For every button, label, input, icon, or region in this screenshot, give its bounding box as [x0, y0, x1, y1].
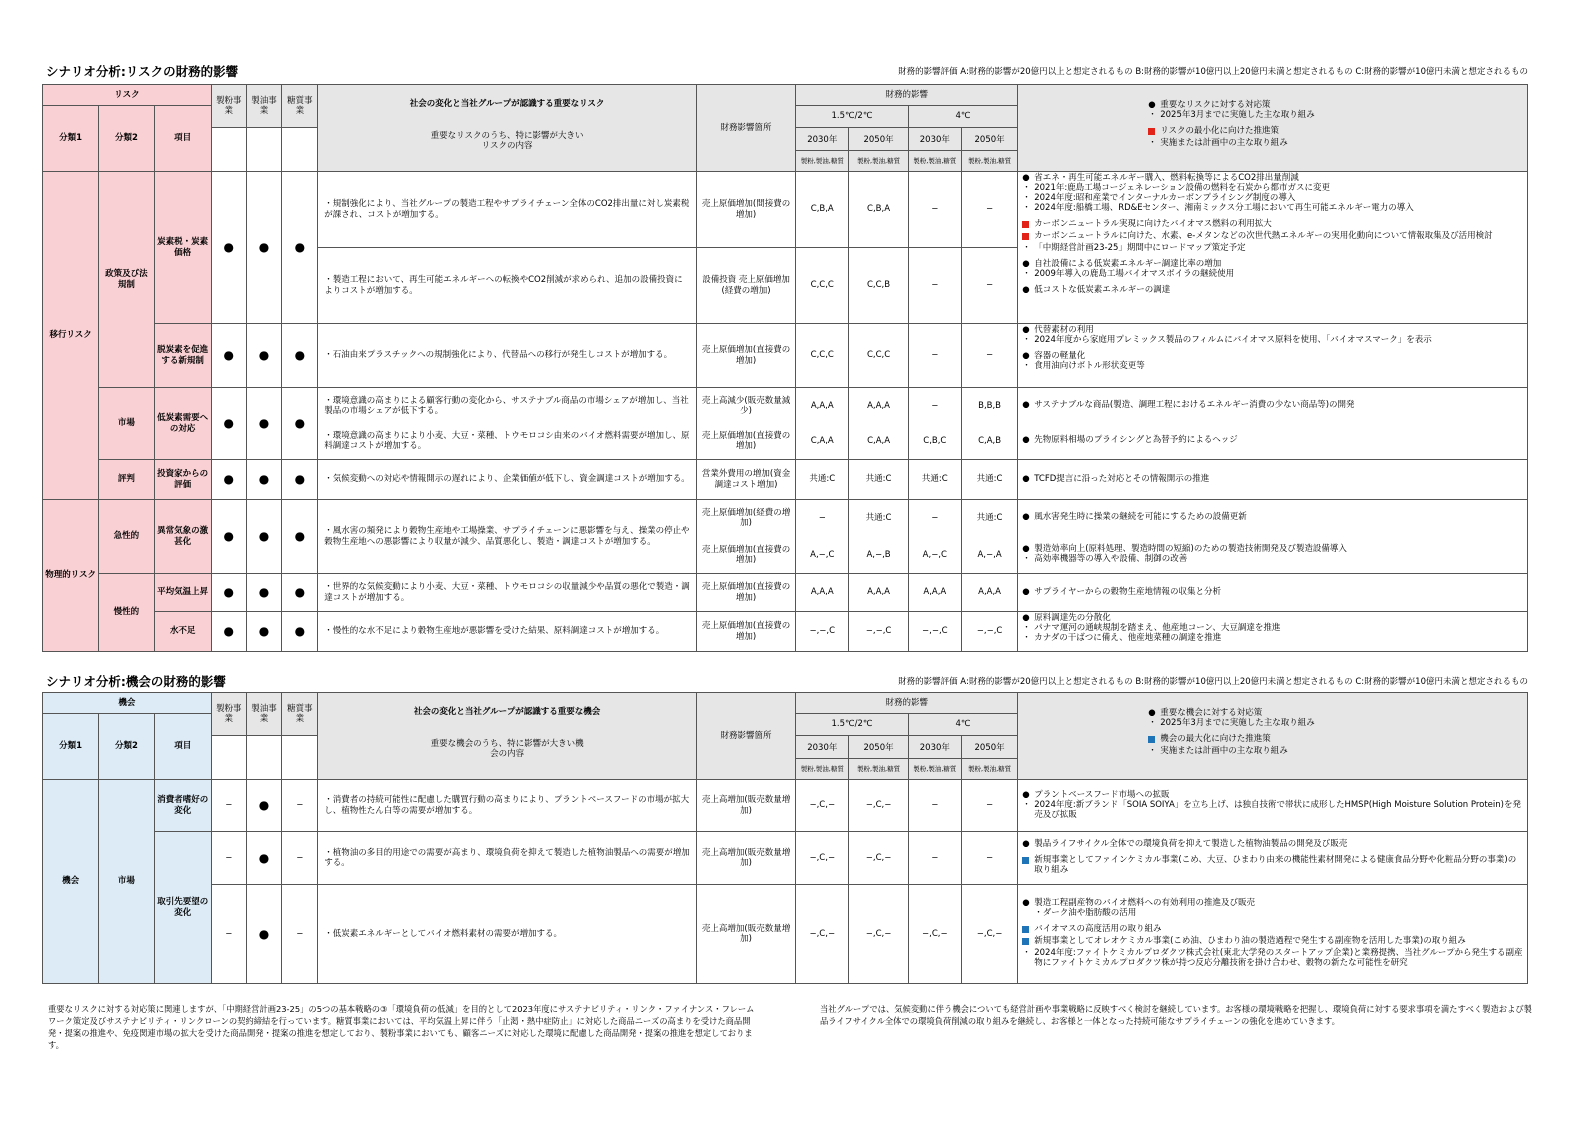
opp-desc: ・植物油の多目的用途での需要が高まり、環境負荷を抑えて製造した植物油製品への需要が増加する。: [318, 832, 697, 885]
bullet: ●: [211, 612, 246, 652]
impact-value: −: [908, 832, 961, 885]
biz-sugar-header: 糖質事業: [282, 85, 318, 128]
bullet: ●: [282, 324, 318, 388]
segment-label: 製粉,製油,糖質: [800, 764, 844, 773]
bullet: ●: [246, 500, 282, 574]
segment-label: 製粉,製油,糖質: [800, 156, 844, 165]
footer-note-left: 重要なリスクに対する対応策に関連しますが、「中期経営計画23-25」の5つの基本戦略の③「環境負荷の低減」を目的として2023年度にサステナビリティ・リンク・ファイナンス・フレームワーク策定及びサステナビリティ・リンクローンの契約締結を行っています。糖質事業においては、平均気温上昇に伴う「止渇・熱中症防止」に対応した商品ニーズの高まりを受けた商品開発・提案の推進や、免疫関連市場の拡大を受けた商品開発・提案の推進を想定しており、製粉事業においても、顧客ニーズに対応した環境に配慮した商品開発・提案の推進を想定しております。: [48, 1004, 755, 1051]
risk-desc: ・慢性的な水不足により穀物生産地が悪影響を受けた結果、原料調達コストが増加する。: [318, 612, 697, 652]
impact-value: −,C,−: [849, 780, 908, 832]
bullet-icon: ●: [1022, 173, 1030, 183]
biz-oil-header: 製油事業: [246, 693, 282, 736]
bullet-icon: ●: [1022, 258, 1030, 269]
bullet: ●: [246, 460, 282, 500]
response-text: 風水害発生時に操業の継続を可能にするための設備更新: [1034, 512, 1247, 523]
bullet: ●: [282, 574, 318, 612]
sub-bullet-icon: ・: [1022, 799, 1031, 810]
biz-mark: −: [282, 832, 318, 885]
biz-mark: −: [211, 780, 246, 832]
item-lowcarbon: 低炭素需要への対応: [154, 388, 211, 460]
response-item: [1022, 362, 1523, 372]
sub-bullet-icon: ・: [1022, 193, 1031, 203]
bullet: ●: [246, 832, 282, 885]
bullet-icon: ●: [1022, 435, 1030, 446]
segment-label: 製粉,製油,糖質: [968, 156, 1012, 165]
risk-main-subheader: 重要なリスクのうち、特に影響が大きいリスクの内容: [430, 131, 584, 152]
item-header: 項目: [154, 106, 211, 172]
y2050-header: 2050年: [849, 129, 907, 151]
response-text: 新規事業としてオレオケミカル事業(こめ油、ひまわり油の製造過程で発生する副産物を活用した事業)の取り組み: [1034, 936, 1466, 947]
fin-loc-header: 財務影響箇所: [696, 85, 795, 172]
cat1-transition: 移行リスク: [43, 172, 99, 500]
impact-value: C,A,A: [849, 424, 908, 460]
impact-value: −,−,C: [796, 612, 849, 652]
opp-desc: ・消費者の持続可能性に配慮した購買行動の高まりにより、プラントベースフードの市場が拡大し、植物性たん白等の需要が増加する。: [318, 780, 697, 832]
bullet-icon: ●: [1022, 898, 1030, 909]
risk-legend-response: 重要なリスクに対する対応策: [1160, 100, 1271, 110]
impact-value: 共通:C: [961, 500, 1017, 537]
impact-value: A,−,C: [796, 537, 849, 574]
bullet: ●: [246, 324, 282, 388]
item-decarb: 脱炭素を促進する新規制: [154, 324, 211, 388]
opp-section-title: シナリオ分析:機会の財務的影響: [46, 674, 226, 689]
impact-value: 共通:C: [908, 460, 961, 500]
biz-mark: −: [211, 885, 246, 984]
cat2-header: 分類2: [99, 714, 154, 780]
impact-value: A,A,A: [849, 574, 908, 612]
y2050-header: 2050年: [962, 129, 1017, 151]
impact-value: −: [961, 248, 1017, 324]
response-text: 自社設備による低炭素エネルギー調達比率の増加: [1034, 258, 1222, 269]
impact-value: −: [908, 500, 961, 537]
fin-loc: 売上高増加(販売数量増加): [696, 885, 795, 984]
y2050-header: 2050年: [962, 737, 1017, 759]
opp-legend-promotion: 機会の最大化に向けた推進策: [1160, 734, 1271, 744]
fin-loc-header: 財務影響箇所: [696, 693, 795, 780]
impact-value: C,C,B: [849, 248, 908, 324]
sub-bullet-icon: ・: [1022, 335, 1031, 345]
biz-sugar-header: 糖質事業: [282, 693, 318, 736]
bullet-icon: ●: [1022, 284, 1030, 295]
risk-group-header: リスク: [43, 85, 212, 106]
bullet: ●: [246, 388, 282, 460]
opp-desc: ・低炭素エネルギーとしてバイオ燃料素材の需要が増加する。: [318, 885, 697, 984]
impact-value: −: [961, 172, 1017, 248]
bullet: ●: [211, 460, 246, 500]
table-row: [43, 172, 1528, 248]
response-item: [1022, 949, 1523, 969]
impact-value: A,A,A: [796, 388, 849, 424]
footer-note-right: 当社グループでは、気候変動に伴う機会についても経営計画や事業戦略に反映すべく検討を継続しています。お客様の環境戦略を把握し、環境負荷に対する要求事項を満たすべく製造および製品ライフサイクル全体での環境負荷削減の取り組みを継続し、お客様と一体となった持続可能なサプライチェーンの強化を進めていきます。: [820, 1004, 1532, 1027]
biz-mark: −: [282, 780, 318, 832]
impact-header: 財務的影響: [796, 693, 1018, 714]
y2030-header: 2030年: [909, 737, 961, 759]
bullet-icon: ●: [1022, 473, 1030, 484]
impact-value: −: [961, 324, 1017, 388]
impact-value: −,C,−: [796, 885, 849, 984]
opp-group-header: 機会: [43, 693, 212, 714]
risk-desc: ・環境意識の高まりにより小麦、大豆・菜種、トウモロコシ由来のバイオ燃料需要が増加し、原料調達コストが増加する。: [318, 424, 697, 460]
bullet: ●: [211, 574, 246, 612]
opp-rating-legend: 財務的影響評価 A:財務的影響が20億円以上と想定されるもの B:財務的影響が10億円以上20億円未満と想定されるもの C:財務的影響が10億円未満と想定されるもの: [898, 677, 1528, 687]
response-text: 2021年:鹿島工場コージェネレーション設備の燃料を石炭から都市ガスに変更: [1034, 183, 1331, 193]
y2050-header: 2050年: [849, 737, 907, 759]
fin-loc: 営業外費用の増加(資金調達コスト増加): [696, 460, 795, 500]
impact-value: −: [796, 500, 849, 537]
opp-main-subheader: 重要な機会のうち、特に影響が大きい機会の内容: [430, 739, 584, 760]
response-text: 2024年度:昭和産業でインターナルカーボンプライシング制度の導入: [1034, 193, 1296, 203]
fin-loc: 売上高減少(販売数量減少): [696, 388, 795, 424]
impact-value: C,A,B: [961, 424, 1017, 460]
impact-value: 共通:C: [849, 460, 908, 500]
response-item: [1022, 204, 1523, 214]
impact-value: A,−,B: [849, 537, 908, 574]
risk-desc: ・環境意識の高まりによる顧客行動の変化から、サステナブル商品の市場シェアが増加し、当社製品の市場シェアが低下する。: [318, 388, 697, 424]
response-text: 2024年度:ファイトケミカルプロダクツ株式会社(東北大学発のスタートアップ企業)と業務提携、当社グループから発生する副産物にファイトケミカルプロダクツ株が持つ反応分離技術を掛け合わせ、穀物の新たな可能性を研究: [1034, 948, 1523, 968]
table-row: [43, 460, 1528, 500]
impact-value: 共通:C: [796, 460, 849, 500]
sub-bullet-icon: ・: [1022, 623, 1031, 633]
impact-value: C,A,A: [796, 424, 849, 460]
response-text: 製造工程副産物のバイオ燃料への有効利用の推進及び販売: [1034, 898, 1255, 909]
risk-table: リスク 製粉事業 製油事業 糖質事業 社会の変化と当社グループが認識する重要なリスク 重要なリスクのうち、特に影響が大きいリスクの内容 財務影響箇所 財務的影響 ● 重要なリスクに対する対応策 ・ 2025年3月までに実施した主な取り組み リスクの最小化に向けた推進策 ・ 実施または計画中の主な取り組み 分類1 分類2 項目 1.5℃/2℃ 4℃ 2030年 製粉,製油,糖質 2050年 製粉,製油,糖質 2030年 製粉,製油,糖質 2050年 製粉,製油,糖質 移行リスク 政策及び法規制 炭素税・炭素価格 ● ● ● ・規制強化により、当社グループの製造工程やサプライチェーン全体のCO2排出量に対し炭素税が課され、コストが増加する。 売上原価増加(間接費の増加) C,B,A C,B,A − − ● 省エネ・再生可能エネルギー購入、燃料転換等によるCO2排出量削減 ・ 2021年:鹿島工場コージェネレーション設備の燃料を石炭から都市ガスに変更 ・ 2024年度:昭和産業でインターナルカーボンプライシング制度の導入 ・ 2024年度:船橋工場、RD&Eセンター、湘南ミックス分工場において再生可能エネルギー電力の導入 カーボンニュートラル実現に向けたバイオマス燃料の利用拡大 カーボンニュートラルに向けた、水素、e-メタンなどの次世代熱エネルギーの実用化動向について情報取集及び活用検討 ・ 「中期経営計画23-25」期間中にロードマップ策定予定 ● 自社設備による低炭素エネルギー調達比率の増加 ・ 2009年導入の鹿島工場バイオマスボイラの継続使用 ● 低コストな低炭素エネルギーの調達 ・製造工程において、再生可能エネルギーへの転換やCO2削減が求められ、追加の設備投資によりコストが増加する。 設備投資 売上原価増加 (経費の増加) C,C,C C,C,B − − 脱炭素を促進する新規制 ● ● ● ・石油由来プラスチックへの規制強化により、代替品への移行が発生しコストが増加する。 売上原価増加(直接費の増加) C,C,C C,C,C − − ● 代替素材の利用 ・ 2024年度から家庭用プレミックス製品のフィルムにバイオマス原料を使用、「バイオマスマーク」を表示 ● 容器の軽量化 ・ 食用油向けボトル形状変更等 市場 低炭素需要への対応 ● ● ● ・環境意識の高まりによる顧客行動の変化から、サステナブル商品の市場シェアが増加し、当社製品の市場シェアが低下する。 売上高減少(販売数量減少) A,A,A A,A,A − B,B,B ● サステナブルな商品(製造、調理工程におけるエネルギー消費の少ない商品等)の開発 ・環境意識の高まりにより小麦、大豆・菜種、トウモロコシ由来のバイオ燃料需要が増加し、原料調達コストが増加する。 売上原価増加(直接費の増加) C,A,A C,A,A C,B,C C,A,B ● 先物原料相場のプライシングと為替予約によるヘッジ 評判 投資家からの評価 ● ● ● ・気候変動への対応や情報開示の遅れにより、企業価値が低下し、資金調達コストが増加する。 営業外費用の増加(資金調達コスト増加) 共通:C 共通:C 共通:C 共通:C ● TCFD提言に沿った対応とその情報開示の推進 物理的リスク 急性的 異常気象の激甚化 ● ● ● ・風水害の頻発により穀物生産地や工場操業、サプライチェーンに悪影響を与え、操業の停止や穀物生産地への悪影響により収量が減少、品質悪化し、製造・調達コストが増加する。 売上原価増加(経費の増加) − 共通:C − 共通:C ● 風水害発生時に操業の継続を可能にするための設備更新 売上原価増加(直接費の増加) A,−,C A,−,B A,−,C A,−,A ● 製造効率向上(原料処理、製造時間の短縮)のための製造技術開発及び製造設備導入 ・ 高効率機器等の導入や設備、制御の改善 慢性的 平均気温上昇 ● ● ● ・世界的な気候変動により小麦、大豆・菜種、トウモロコシの収量減少や品質の悪化で製造・調達コストが増加する。 売上原価増加(直接費の増加) A,A,A A,A,A A,A,A A,A,A ● サプライヤーからの穀物生産地情報の収集と分析 水不足 ● ● ● ・慢性的な水不足により穀物生産地が悪影響を受けた結果、原料調達コストが増加する。 売上原価増加(直接費の増加) −,−,C −,−,C −,−,C −,−,C ● 原料調達先の分散化 ・ パナマ運河の通峡規制を踏まえ、他産地コーン、大豆調達を推進 ・ カナダの干ばつに備え、他産地菜種の調達を推進: [42, 84, 1528, 652]
bullet-icon: ●: [1148, 100, 1156, 110]
item-consumer: 消費者嗜好の変化: [154, 780, 211, 832]
impact-value: −,C,−: [961, 885, 1017, 984]
risk-desc: ・石油由来プラスチックへの規制強化により、代替品への移行が発生しコストが増加する。: [318, 324, 697, 388]
response-item: [1022, 232, 1523, 244]
response-text: 先物原料相場のプライシングと為替予約によるヘッジ: [1034, 435, 1238, 446]
response-text: 2024年度から家庭用プレミックス製品のフィルムにバイオマス原料を使用、「バイオマスマーク」を表示: [1034, 335, 1432, 345]
y2030-header: 2030年: [796, 737, 848, 759]
response-text: サステナブルな商品(製造、調理工程におけるエネルギー消費の少ない商品等)の開発: [1034, 399, 1355, 410]
impact-value: C,C,C: [849, 324, 908, 388]
cat2-acute: 急性的: [99, 500, 154, 574]
table-row: [43, 832, 1528, 885]
response-item: [1022, 270, 1523, 280]
sub-bullet-icon: ・: [1022, 948, 1031, 958]
response-item: [1022, 856, 1523, 876]
bullet-icon: ●: [1022, 325, 1030, 335]
fin-loc: 設備投資 売上原価増加 (経費の増加): [696, 248, 795, 324]
bullet: ●: [211, 500, 246, 574]
cat2-policy: 政策及び法規制: [99, 172, 154, 388]
item-temperature: 平均気温上昇: [154, 574, 211, 612]
response-list: [1018, 832, 1528, 885]
opp-cat1: 機会: [43, 780, 99, 984]
item-water: 水不足: [154, 612, 211, 652]
red-square-icon: [1148, 128, 1155, 135]
segment-label: 製粉,製油,糖質: [856, 156, 901, 165]
fin-loc: 売上原価増加(間接費の増加): [696, 172, 795, 248]
impact-value: −,−,C: [849, 612, 908, 652]
item-investor: 投資家からの評価: [154, 460, 211, 500]
impact-value: −: [908, 324, 961, 388]
response-text: 新規事業としてファインケミカル事業(こめ、大豆、ひまわり由来の機能性素材開発による健康食品分野や化粧品分野の事業)の取り組み: [1034, 855, 1517, 875]
response-item: [1022, 555, 1523, 565]
opp-cat2-market: 市場: [99, 780, 154, 984]
impact-value: −: [908, 388, 961, 424]
response-text: TCFD提言に沿った対応とその情報開示の推進: [1034, 473, 1210, 484]
bullet-icon: ●: [1022, 512, 1030, 523]
response-list: [1018, 612, 1528, 652]
sub-bullet-icon: ・: [1022, 553, 1031, 564]
impact-value: −,C,−: [849, 832, 908, 885]
impact-value: C,C,C: [796, 324, 849, 388]
response-text: 低コストな低炭素エネルギーの調達: [1034, 284, 1171, 295]
response-text: プラントベースフード市場への拡販: [1034, 789, 1170, 800]
risk-legend-response-sub: 2025年3月までに実施した主な取り組み: [1160, 110, 1315, 120]
sub-bullet-icon: ・: [1022, 242, 1031, 253]
response-text: バイオマスの高度活用の取り組み: [1034, 924, 1162, 935]
sub-bullet-icon: ・: [1022, 633, 1031, 643]
square-marker-icon: [1022, 926, 1029, 933]
impact-value: C,B,A: [849, 172, 908, 248]
bullet-icon: ●: [1022, 351, 1030, 361]
response-item: [1022, 244, 1523, 254]
response-item: [1022, 220, 1523, 232]
bullet: ●: [246, 172, 282, 324]
response-list: [1018, 885, 1528, 984]
fin-loc: 売上高増加(販売数量増加): [696, 832, 795, 885]
sub-bullet-icon: ・: [1022, 183, 1031, 193]
risk-legend-promotion-sub: 実施または計画中の主な取り組み: [1160, 137, 1288, 148]
impact-value: B,B,B: [961, 388, 1017, 424]
bullet: ●: [246, 612, 282, 652]
biz-oil-header: 製油事業: [246, 85, 282, 128]
opp-legend-response-sub: 2025年3月までに実施した主な取り組み: [1160, 718, 1315, 728]
bullet-icon: ●: [1022, 789, 1030, 800]
opp-legend-response: 重要な機会に対する対応策: [1160, 708, 1263, 718]
response-text: 代替素材の利用: [1034, 325, 1094, 335]
table-row: [43, 885, 1528, 984]
impact-value: −,C,−: [849, 885, 908, 984]
impact-value: 共通:C: [849, 500, 908, 537]
cat1-header: 分類1: [43, 106, 99, 172]
bullet-icon: ●: [1022, 586, 1030, 597]
fin-loc: 売上原価増加(直接費の増加): [696, 424, 795, 460]
risk-main-header: 社会の変化と当社グループが認識する重要なリスク: [409, 99, 605, 109]
impact-value: −: [908, 248, 961, 324]
response-text: 容器の軽量化: [1034, 351, 1086, 361]
square-marker-icon: [1022, 221, 1029, 228]
impact-value: C,B,C: [908, 424, 961, 460]
bullet: ●: [211, 172, 246, 324]
risk-legend-promotion: リスクの最小化に向けた推進策: [1160, 126, 1280, 136]
risk-desc: ・規制強化により、当社グループの製造工程やサプライチェーン全体のCO2排出量に対し炭素税が課され、コストが増加する。: [318, 172, 697, 248]
cat2-header: 分類2: [99, 106, 154, 172]
response-text: 「中期経営計画23-25」期間中にロードマップ策定予定: [1034, 242, 1246, 253]
bullet: ●: [211, 388, 246, 460]
response-item: [1022, 909, 1523, 919]
response-list: [1018, 172, 1528, 324]
y2030-header: 2030年: [909, 129, 961, 151]
biz-mark: −: [211, 832, 246, 885]
scenario-4c-header: 4℃: [908, 106, 1018, 128]
item-weather: 異常気象の激甚化: [154, 500, 211, 574]
bullet: ●: [246, 885, 282, 984]
opp-main-header: 社会の変化と当社グループが認識する重要な機会: [413, 707, 601, 717]
table-row: [43, 574, 1528, 612]
response-text: 2024年度:新ブランド「SOIA SOIYA」を立ち上げ、は独自技術で帯状に成形したHMSP(High Moisture Solution Protein)を発売及び拡販: [1034, 799, 1521, 820]
response-text: 製品ライフサイクル全体での環境負荷を抑えて製造した植物油製品の開発及び販売: [1034, 839, 1348, 850]
segment-label: 製粉,製油,糖質: [856, 764, 901, 773]
cat2-chronic: 慢性的: [99, 574, 154, 652]
table-row: [43, 780, 1528, 832]
impact-header: 財務的影響: [796, 85, 1018, 106]
fin-loc: 売上原価増加(直接費の増加): [696, 537, 795, 574]
square-marker-icon: [1022, 938, 1029, 945]
bullet: ●: [282, 500, 318, 574]
cat2-reputation: 評判: [99, 460, 154, 500]
fin-loc: 売上原価増加(直接費の増加): [696, 574, 795, 612]
opp-legend-promotion-sub: 実施または計画中の主な取り組み: [1160, 745, 1288, 756]
bullet: ●: [282, 460, 318, 500]
sub-bullet-icon: ・: [1022, 203, 1031, 213]
response-item: [1022, 336, 1523, 346]
response-text: 製造効率向上(原料処理、製造時間の短縮)のための製造技術開発及び製造設備導入: [1034, 543, 1347, 554]
impact-value: A,A,A: [908, 574, 961, 612]
blue-square-icon: [1148, 736, 1155, 743]
response-text: カーボンニュートラルに向けた、水素、e-メタンなどの次世代熱エネルギーの実用化動向について情報取集及び活用検討: [1034, 230, 1493, 241]
fin-loc: 売上原価増加(経費の増加): [696, 500, 795, 537]
bullet-icon: ●: [1148, 708, 1156, 718]
segment-label: 製粉,製油,糖質: [913, 764, 957, 773]
response-text: ・ダーク油や脂肪酸の活用: [1034, 908, 1137, 919]
impact-value: −,C,−: [908, 885, 961, 984]
item-customer: 取引先要望の変化: [154, 832, 211, 984]
risk-desc: ・風水害の頻発により穀物生産地や工場操業、サプライチェーンに悪影響を与え、操業の停止や穀物生産地への悪影響により収量が減少、品質悪化し、製造・調達コストが増加する。: [318, 500, 697, 574]
risk-desc: ・製造工程において、再生可能エネルギーへの転換やCO2削減が求められ、追加の設備投資によりコストが増加する。: [318, 248, 697, 324]
cat2-market: 市場: [99, 388, 154, 460]
bullet: ●: [282, 612, 318, 652]
impact-value: −: [908, 780, 961, 832]
item-header: 項目: [154, 714, 211, 780]
response-text: 原料調達先の分散化: [1034, 613, 1111, 623]
response-text: パナマ運河の通峡規制を踏まえ、他産地コーン、大豆調達を推進: [1034, 623, 1281, 633]
impact-value: C,C,C: [796, 248, 849, 324]
segment-label: 製粉,製油,糖質: [913, 156, 957, 165]
bullet-icon: ●: [1022, 543, 1030, 554]
response-text: 高効率機器等の導入や設備、制御の改善: [1034, 553, 1188, 564]
impact-value: −,−,C: [961, 612, 1017, 652]
response-text: カーボンニュートラル実現に向けたバイオマス燃料の利用拡大: [1034, 219, 1272, 229]
table-row: [43, 612, 1528, 652]
fin-loc: 売上原価増加(直接費の増加): [696, 612, 795, 652]
biz-mark: −: [282, 885, 318, 984]
scenario-15c-header: 1.5℃/2℃: [796, 714, 909, 736]
sub-bullet-icon: ・: [1022, 268, 1031, 279]
risk-desc: ・気候変動への対応や情報開示の遅れにより、企業価値が低下し、資金調達コストが増加する。: [318, 460, 697, 500]
response-text: 食用油向けボトル形状変更等: [1034, 361, 1145, 371]
response-text: 省エネ・再生可能エネルギー購入、燃料転換等によるCO2排出量削減: [1034, 173, 1299, 183]
bullet-icon: ●: [1022, 399, 1030, 410]
impact-value: A,A,A: [849, 388, 908, 424]
opportunity-table: 機会 製粉事業 製油事業 糖質事業 社会の変化と当社グループが認識する重要な機会 重要な機会のうち、特に影響が大きい機会の内容 財務影響箇所 財務的影響 ● 重要な機会に対する対応策 ・ 2025年3月までに実施した主な取り組み 機会の最大化に向けた推進策 ・ 実施または計画中の主な取り組み 分類1 分類2 項目 1.5℃/2℃ 4℃ 2030年 製粉,製油,糖質 2050年 製粉,製油,糖質 2030年 製粉,製油,糖質 2050年 製粉,製油,糖質 機会 市場 消費者嗜好の変化 − ● − ・消費者の持続可能性に配慮した購買行動の高まりにより、プラントベースフードの市場が拡大し、植物性たん白等の需要が増加する。 売上高増加(販売数量増加) −,C,− −,C,− − − ● プラントベースフード市場への拡販 ・ 2024年度:新ブランド「SOIA SOIYA」を立ち上げ、は独自技術で帯状に成形したHMSP(High Moisture Solution Protein)を発売及び拡販 取引先要望の変化 − ● − ・植物油の多目的用途での需要が高まり、環境負荷を抑えて製造した植物油製品への需要が増加する。 売上高増加(販売数量増加) −,C,− −,C,− − − ● 製品ライフサイクル全体での環境負荷を抑えて製造した植物油製品の開発及び販売 新規事業としてファインケミカル事業(こめ、大豆、ひまわり由来の機能性素材開発による健康食品分野や化粧品分野の事業)の取り組み − ● − ・低炭素エネルギーとしてバイオ燃料素材の需要が増加する。 売上高増加(販売数量増加) −,C,− −,C,− −,C,− −,C,− ● 製造工程副産物のバイオ燃料への有効利用の推進及び販売 ・ダーク油や脂肪酸の活用 バイオマスの高度活用の取り組み 新規事業としてオレオケミカル事業(こめ油、ひまわり油の製造過程で発生する副産物を活用した事業)の取り組み ・ 2024年度:ファイトケミカルプロダクツ株式会社(東北大学発のスタートアップ企業)と業務提携、当社グループから発生する副産物にファイトケミカルプロダクツ株が持つ反応分離技術を掛け合わせ、穀物の新たな可能性を研究: [42, 692, 1528, 984]
bullet: ●: [246, 780, 282, 832]
cat1-physical: 物理的リスク: [43, 500, 99, 652]
bullet: ●: [282, 388, 318, 460]
response-list: [1018, 780, 1528, 832]
response-text: カナダの干ばつに備え、他産地菜種の調達を推進: [1034, 633, 1222, 643]
square-marker-icon: [1022, 233, 1029, 240]
response-item: [1022, 634, 1523, 644]
response-item: [1022, 286, 1523, 296]
table-row: [43, 324, 1528, 388]
square-marker-icon: [1022, 857, 1029, 864]
cat1-header: 分類1: [43, 714, 99, 780]
risk-rating-legend: 財務的影響評価 A:財務的影響が20億円以上と想定されるもの B:財務的影響が10億円以上20億円未満と想定されるもの C:財務的影響が10億円未満と想定されるもの: [898, 67, 1528, 77]
biz-flour-header: 製粉事業: [211, 693, 246, 736]
response-item: [1022, 801, 1523, 821]
response-text: 2024年度:船橋工場、RD&Eセンター、湘南ミックス分工場において再生可能エネルギー電力の導入: [1034, 203, 1414, 213]
bullet: ●: [211, 324, 246, 388]
risk-section-title: シナリオ分析:リスクの財務的影響: [46, 64, 239, 79]
response-list: [1018, 324, 1528, 388]
segment-label: 製粉,製油,糖質: [968, 764, 1012, 773]
impact-value: −,C,−: [796, 832, 849, 885]
impact-value: A,A,A: [796, 574, 849, 612]
impact-value: A,−,A: [961, 537, 1017, 574]
bullet-icon: ●: [1022, 839, 1030, 850]
table-row: [43, 388, 1528, 424]
fin-loc: 売上高増加(販売数量増加): [696, 780, 795, 832]
response-text: 2009年導入の鹿島工場バイオマスボイラの継続使用: [1034, 268, 1235, 279]
impact-value: −,C,−: [796, 780, 849, 832]
risk-desc: ・世界的な気候変動により小麦、大豆・菜種、トウモロコシの収量減少や品質の悪化で製造・調達コストが増加する。: [318, 574, 697, 612]
impact-value: A,A,A: [961, 574, 1017, 612]
item-carbon-tax: 炭素税・炭素価格: [154, 172, 211, 324]
impact-value: 共通:C: [961, 460, 1017, 500]
response-list: [1018, 537, 1528, 574]
scenario-4c-header: 4℃: [908, 714, 1018, 736]
sub-bullet-icon: ・: [1022, 361, 1031, 371]
impact-value: C,B,A: [796, 172, 849, 248]
table-row: [43, 500, 1528, 537]
impact-value: −: [908, 172, 961, 248]
impact-value: −: [961, 780, 1017, 832]
bullet-icon: ●: [1022, 613, 1030, 623]
impact-value: −: [961, 832, 1017, 885]
response-item: [1022, 840, 1523, 850]
impact-value: A,−,C: [908, 537, 961, 574]
impact-value: −,−,C: [908, 612, 961, 652]
scenario-15c-header: 1.5℃/2℃: [796, 106, 909, 128]
biz-flour-header: 製粉事業: [211, 85, 246, 128]
fin-loc: 売上原価増加(直接費の増加): [696, 324, 795, 388]
bullet: ●: [246, 574, 282, 612]
y2030-header: 2030年: [796, 129, 848, 151]
bullet: ●: [282, 172, 318, 324]
response-text: サプライヤーからの穀物生産地情報の収集と分析: [1034, 586, 1221, 597]
